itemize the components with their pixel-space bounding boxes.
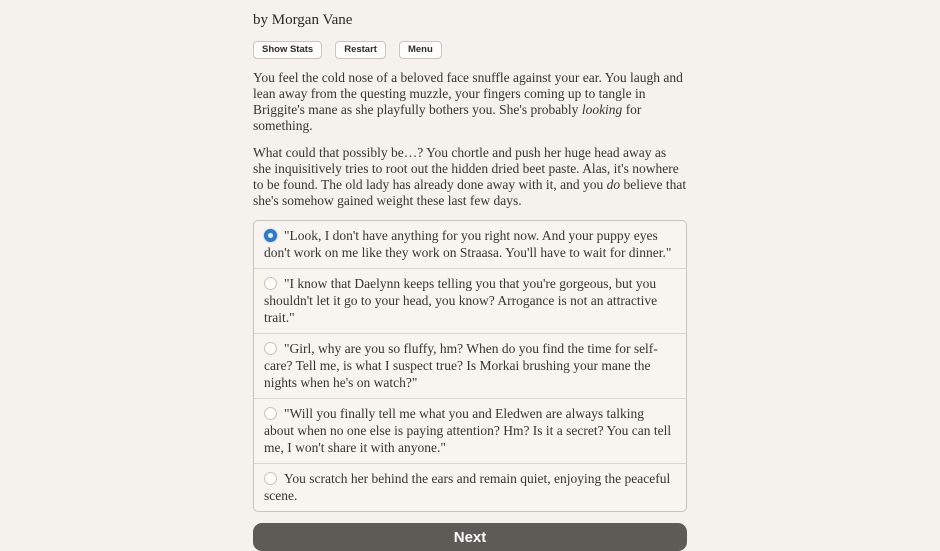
choice-option[interactable]: [254, 464, 686, 511]
choice-option[interactable]: [254, 269, 686, 334]
choice-option[interactable]: [254, 334, 686, 399]
choice-option[interactable]: [254, 399, 686, 464]
choice-label: "I know that Daelynn keeps telling you that you're gorgeous, but you shouldn't let it go to your head, you know? Arrogance is not an attractive trait.": [264, 276, 658, 325]
next-button[interactable]: Next: [253, 523, 687, 551]
choice-label: You scratch her behind the ears and remain quiet, enjoying the peaceful scene.: [264, 471, 671, 503]
story-text-italic: do: [606, 177, 621, 192]
choice-label: "Look, I don't have anything for you right now. And your puppy eyes don't work on me like they work on Straasa. You'll have to wait for dinner.": [264, 228, 672, 260]
author-byline: by Morgan Vane: [253, 12, 353, 28]
content-column: [253, 0, 687, 551]
restart-button[interactable]: Restart: [335, 41, 386, 59]
choice-label: "Will you finally tell me what you and Eledwen are always talking about when no one else is paying attention? Hm? Is it a secret? You can tell me, I won't share it with anyone.": [264, 406, 672, 455]
toolbar: [253, 39, 687, 59]
radio-button[interactable]: [264, 407, 277, 420]
story-text-span: for something.: [253, 102, 642, 133]
choices-list: [253, 220, 687, 512]
radio-button[interactable]: [264, 342, 277, 355]
story-text-span: You feel the cold nose of a beloved face snuffle against your ear. You laugh and lean away from the questing muzzle, your fingers coming up to tangle in Briggite's mane as she playfully bothers you. She's probably: [253, 70, 683, 117]
story-text: [253, 70, 687, 209]
story-text-span: What could that possibly be…? You chortle and push her huge head away as she inquisitively tries to root out the hidden dried beet paste. Alas, it's nowhere to be found. The old lady has already done away with it, and you: [253, 145, 679, 192]
radio-button[interactable]: [264, 472, 277, 485]
story-paragraph: [253, 70, 687, 134]
radio-button[interactable]: [264, 229, 277, 242]
story-text-span: believe that she's somehow gained weight these last few days.: [253, 177, 687, 208]
story-paragraph: [253, 145, 687, 209]
choice-option[interactable]: [254, 221, 686, 269]
choice-label: "Girl, why are you so fluffy, hm? When do you find the time for self-care? Tell me, is what I suspect true? Is Morkai brushing your mane the nights when he's on watch?": [264, 341, 658, 390]
show-stats-button[interactable]: Show Stats: [253, 41, 322, 59]
radio-button[interactable]: [264, 277, 277, 290]
menu-button[interactable]: Menu: [399, 41, 442, 59]
story-text-italic: looking: [581, 102, 623, 117]
